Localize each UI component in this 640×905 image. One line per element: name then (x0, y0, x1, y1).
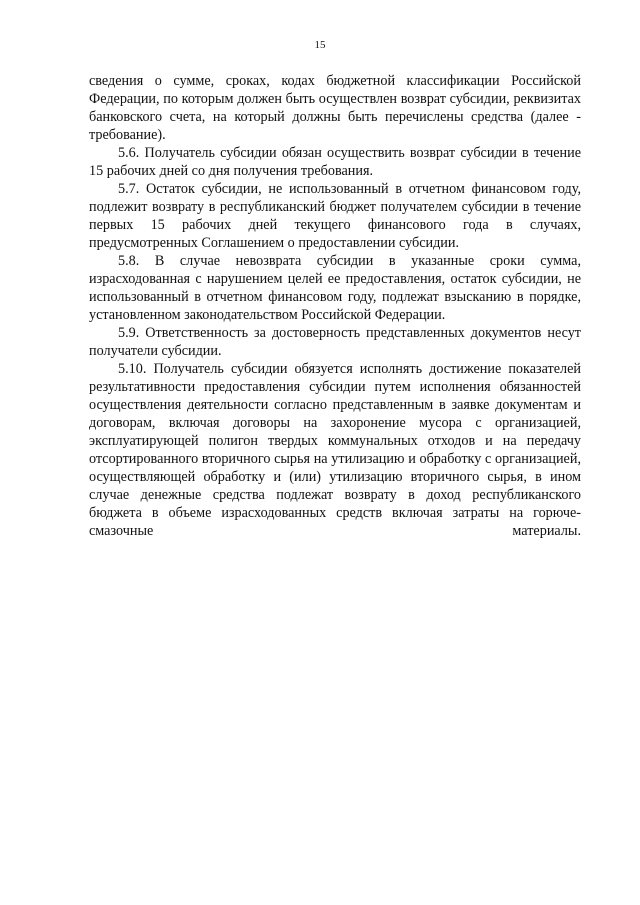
page-number: 15 (314, 39, 326, 51)
paragraph-5-10: 5.10. Получатель субсидии обязуется исполнять достижение показателей результативности предоставления субсидии путем исполнения обязанностей осуществления деятельности согласно представленным в заявке документам и договорам, включая договоры на захоронение мусора с организацией, эксплуатирующей полигон твердых коммунальных отходов и на передачу отсортированного вторичного сырья на утилизацию и обработку с организацией, осуществляющей обработку и (или) утилизацию вторичного сырья, в ином случае денежные средства подлежат возврату в доход республиканского бюджета в объеме израсходованных средств включая затраты на горюче-смазочные материалы. (89, 361, 581, 539)
paragraph-5-8: 5.8. В случае невозврата субсидии в указанные сроки сумма, израсходованная с нарушением целей ее предоставления, остаток субсидии, не использованный в отчетном финансовом году, подлежат взысканию в порядке, установленном законодательством Российской Федерации. (89, 253, 581, 323)
document-body (89, 72, 581, 540)
paragraph-5-6: 5.6. Получатель субсидии обязан осуществить возврат субсидии в течение 15 рабочих дней со дня получения требования. (89, 145, 581, 179)
paragraph-5-9: 5.9. Ответственность за достоверность представленных документов несут получатели субсидии. (89, 325, 581, 359)
paragraph-5-7: 5.7. Остаток субсидии, не использованный в отчетном финансовом году, подлежит возврату в республиканский бюджет получателем субсидии в течение первых 15 рабочих дней текущего финансового года в случаях, предусмотренных Соглашением о предоставлении субсидии. (89, 181, 581, 251)
paragraph-continuation: сведения о сумме, сроках, кодах бюджетной классификации Российской Федерации, по которым должен быть осуществлен возврат субсидии, реквизитах банковского счета, на который должны быть перечислены средства (далее - требование). (89, 73, 581, 143)
